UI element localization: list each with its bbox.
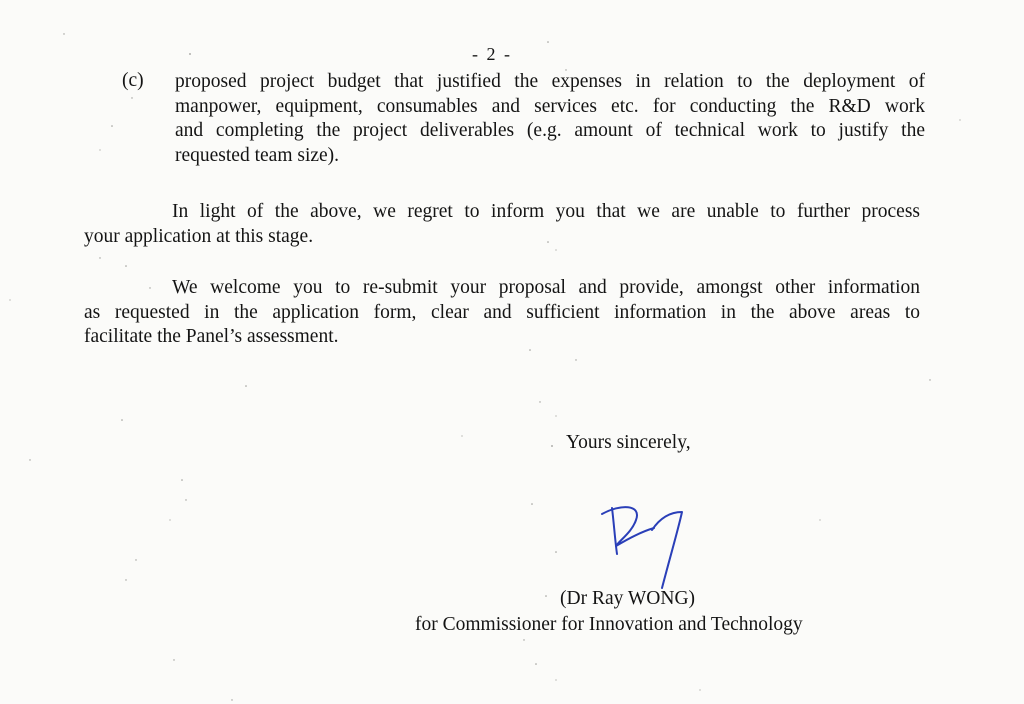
- closing: Yours sincerely,: [566, 432, 691, 453]
- paragraph-resubmit: [84, 276, 920, 350]
- signer-title: for Commissioner for Innovation and Technology: [415, 614, 803, 635]
- paragraph-line: facilitate the Panel’s assessment.: [84, 326, 339, 347]
- paragraph-line: as requested in the application form, clear and sufficient information in the above areas to: [84, 301, 920, 323]
- paragraph-line: We welcome you to re-submit your proposal and provide, amongst other information: [172, 277, 920, 298]
- item-line: and completing the project deliverables (e.g. amount of technical work to justify the: [175, 120, 925, 141]
- signature-stroke: [612, 508, 617, 554]
- handwritten-signature: [596, 500, 692, 592]
- paragraph-line: In light of the above, we regret to inform you that we are unable to further process: [172, 201, 920, 222]
- paragraph-regret: [84, 200, 920, 249]
- item-line: requested team size).: [175, 144, 340, 166]
- item-text: [175, 70, 925, 168]
- item-line: manpower, equipment, consumables and services etc. for conducting the R&D work: [175, 95, 925, 117]
- page-number: - 2 -: [472, 44, 512, 64]
- signer-name: (Dr Ray WONG): [560, 588, 696, 609]
- item-line: proposed project budget that justified the expenses in relation to the deployment of: [175, 71, 925, 92]
- paragraph-line: your application at this stage.: [84, 225, 314, 247]
- signature-stroke: [652, 512, 682, 588]
- signature-stroke: [602, 507, 654, 546]
- item-label: (c): [122, 70, 144, 91]
